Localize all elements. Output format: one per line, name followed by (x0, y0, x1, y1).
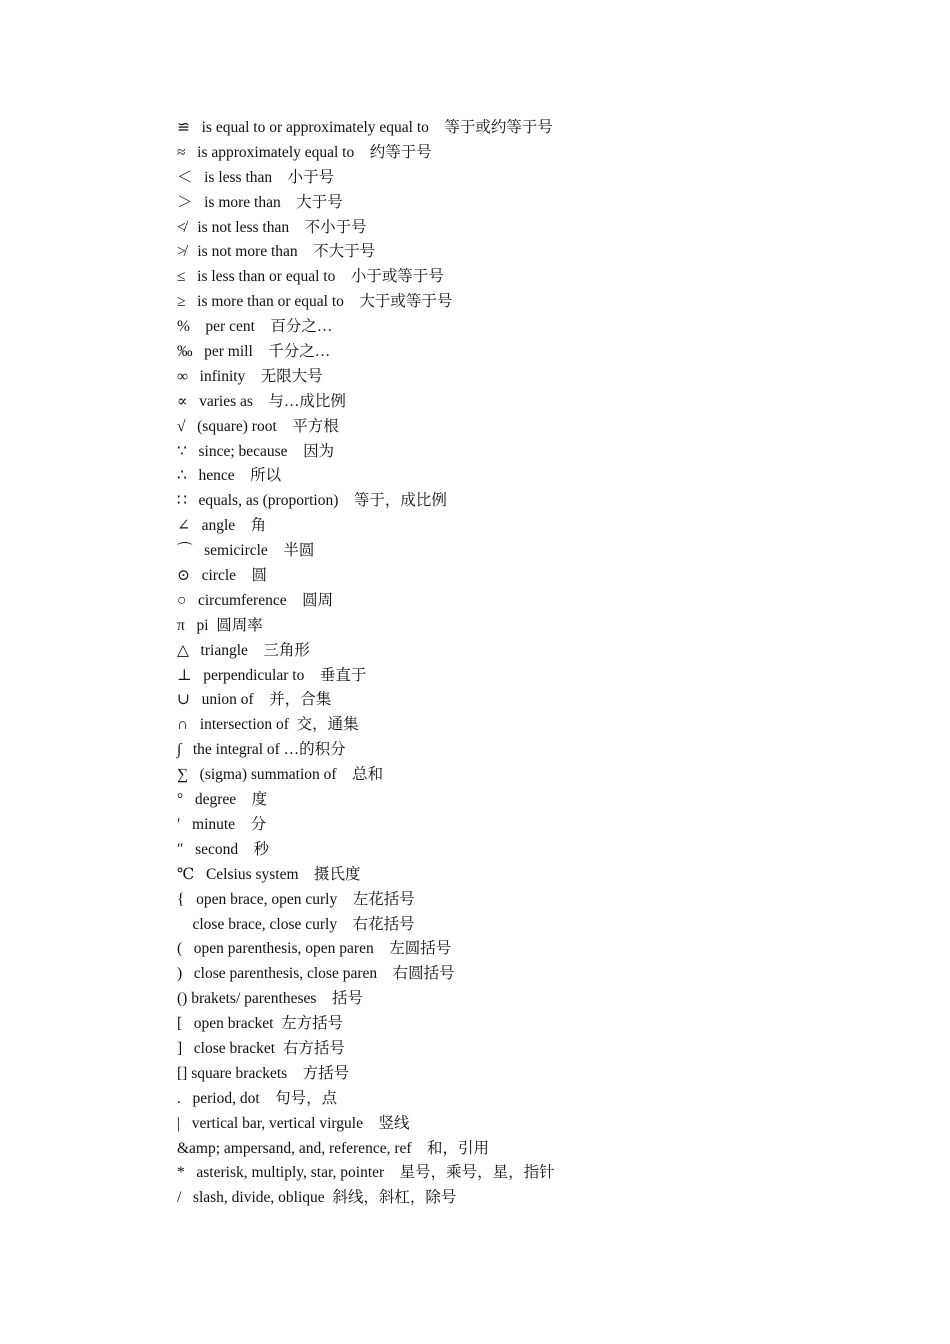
symbol-line: △ triangle 三角形 (177, 641, 310, 659)
symbol-line: { open brace, open curly 左花括号 (177, 890, 415, 908)
symbol-line: ° degree 度 (177, 791, 268, 809)
symbol-line: close brace, close curly 右花括号 (177, 915, 415, 933)
symbol-line: ∑ (sigma) summation of 总和 (177, 766, 384, 784)
symbol-line: ⊥ perpendicular to 垂直于 (177, 666, 367, 684)
symbol-line: [ open bracket 左方括号 (177, 1015, 344, 1033)
symbol-line: ≥ is more than or equal to 大于或等于号 (177, 293, 453, 311)
symbol-line: ∠ angle 角 (177, 517, 267, 535)
symbol-line: * asterisk, multiply, star, pointer 星号，乘号，星，指针 (177, 1164, 555, 1182)
symbol-line: ∪ union of 并，合集 (177, 691, 332, 709)
symbol-line: . period, dot 句号，点 (177, 1089, 338, 1107)
symbol-line: ≯ is not more than 不大于号 (177, 243, 376, 261)
symbol-line: ∵ since; because 因为 (177, 442, 335, 460)
symbol-line: ] close bracket 右方括号 (177, 1039, 345, 1057)
symbol-line: ≌ is equal to or approximately equal to 等于或约等于号 (177, 119, 553, 136)
symbol-line: ≈ is approximately equal to 约等于号 (177, 143, 432, 161)
symbol-line: ∫ the integral of …的积分 (177, 741, 346, 759)
symbol-line: | vertical bar, vertical virgule 竖线 (177, 1114, 410, 1132)
symbol-line: ∴ hence 所以 (177, 467, 282, 485)
symbol-line: ″ second 秒 (177, 840, 270, 858)
symbol-line: ∝ varies as 与…成比例 (177, 392, 346, 410)
symbol-line: ) close parenthesis, close paren 右圆括号 (177, 965, 455, 983)
symbol-line: ≤ is less than or equal to 小于或等于号 (177, 268, 444, 286)
symbol-line: &amp; ampersand, and, reference, ref 和，引用 (177, 1139, 490, 1157)
symbol-line: [] square brackets 方括号 (177, 1064, 350, 1082)
symbol-line: () brakets/ parentheses 括号 (177, 990, 363, 1008)
symbol-line: / slash, divide, oblique 斜线，斜杠，除号 (177, 1189, 457, 1207)
symbol-line: ≮ is not less than 不小于号 (177, 218, 367, 236)
symbol-line: √ (square) root 平方根 (177, 417, 339, 435)
symbol-line: ′ minute 分 (177, 815, 267, 833)
symbol-line: ○ circumference 圆周 (177, 591, 334, 609)
symbol-line: ℃ Celsius system 摄氏度 (177, 865, 361, 883)
symbol-line: ⌒ semicircle 半圆 (177, 542, 315, 560)
symbol-line: ‰ per mill 千分之… (177, 343, 331, 361)
symbol-line: π pi 圆周率 (177, 616, 263, 634)
symbol-line: ∷ equals, as (proportion) 等于，成比例 (177, 492, 447, 510)
symbol-line: ⊙ circle 圆 (177, 567, 268, 585)
symbol-line: ∩ intersection of 交，通集 (177, 716, 359, 734)
symbol-line: ＞ is more than 大于号 (177, 193, 343, 211)
symbol-line: ( open parenthesis, open paren 左圆括号 (177, 940, 452, 958)
symbol-list (177, 116, 877, 1211)
symbol-line: ＜ is less than 小于号 (177, 168, 335, 186)
symbol-line: ∞ infinity 无限大号 (177, 367, 323, 385)
symbol-line: % per cent 百分之… (177, 318, 333, 336)
